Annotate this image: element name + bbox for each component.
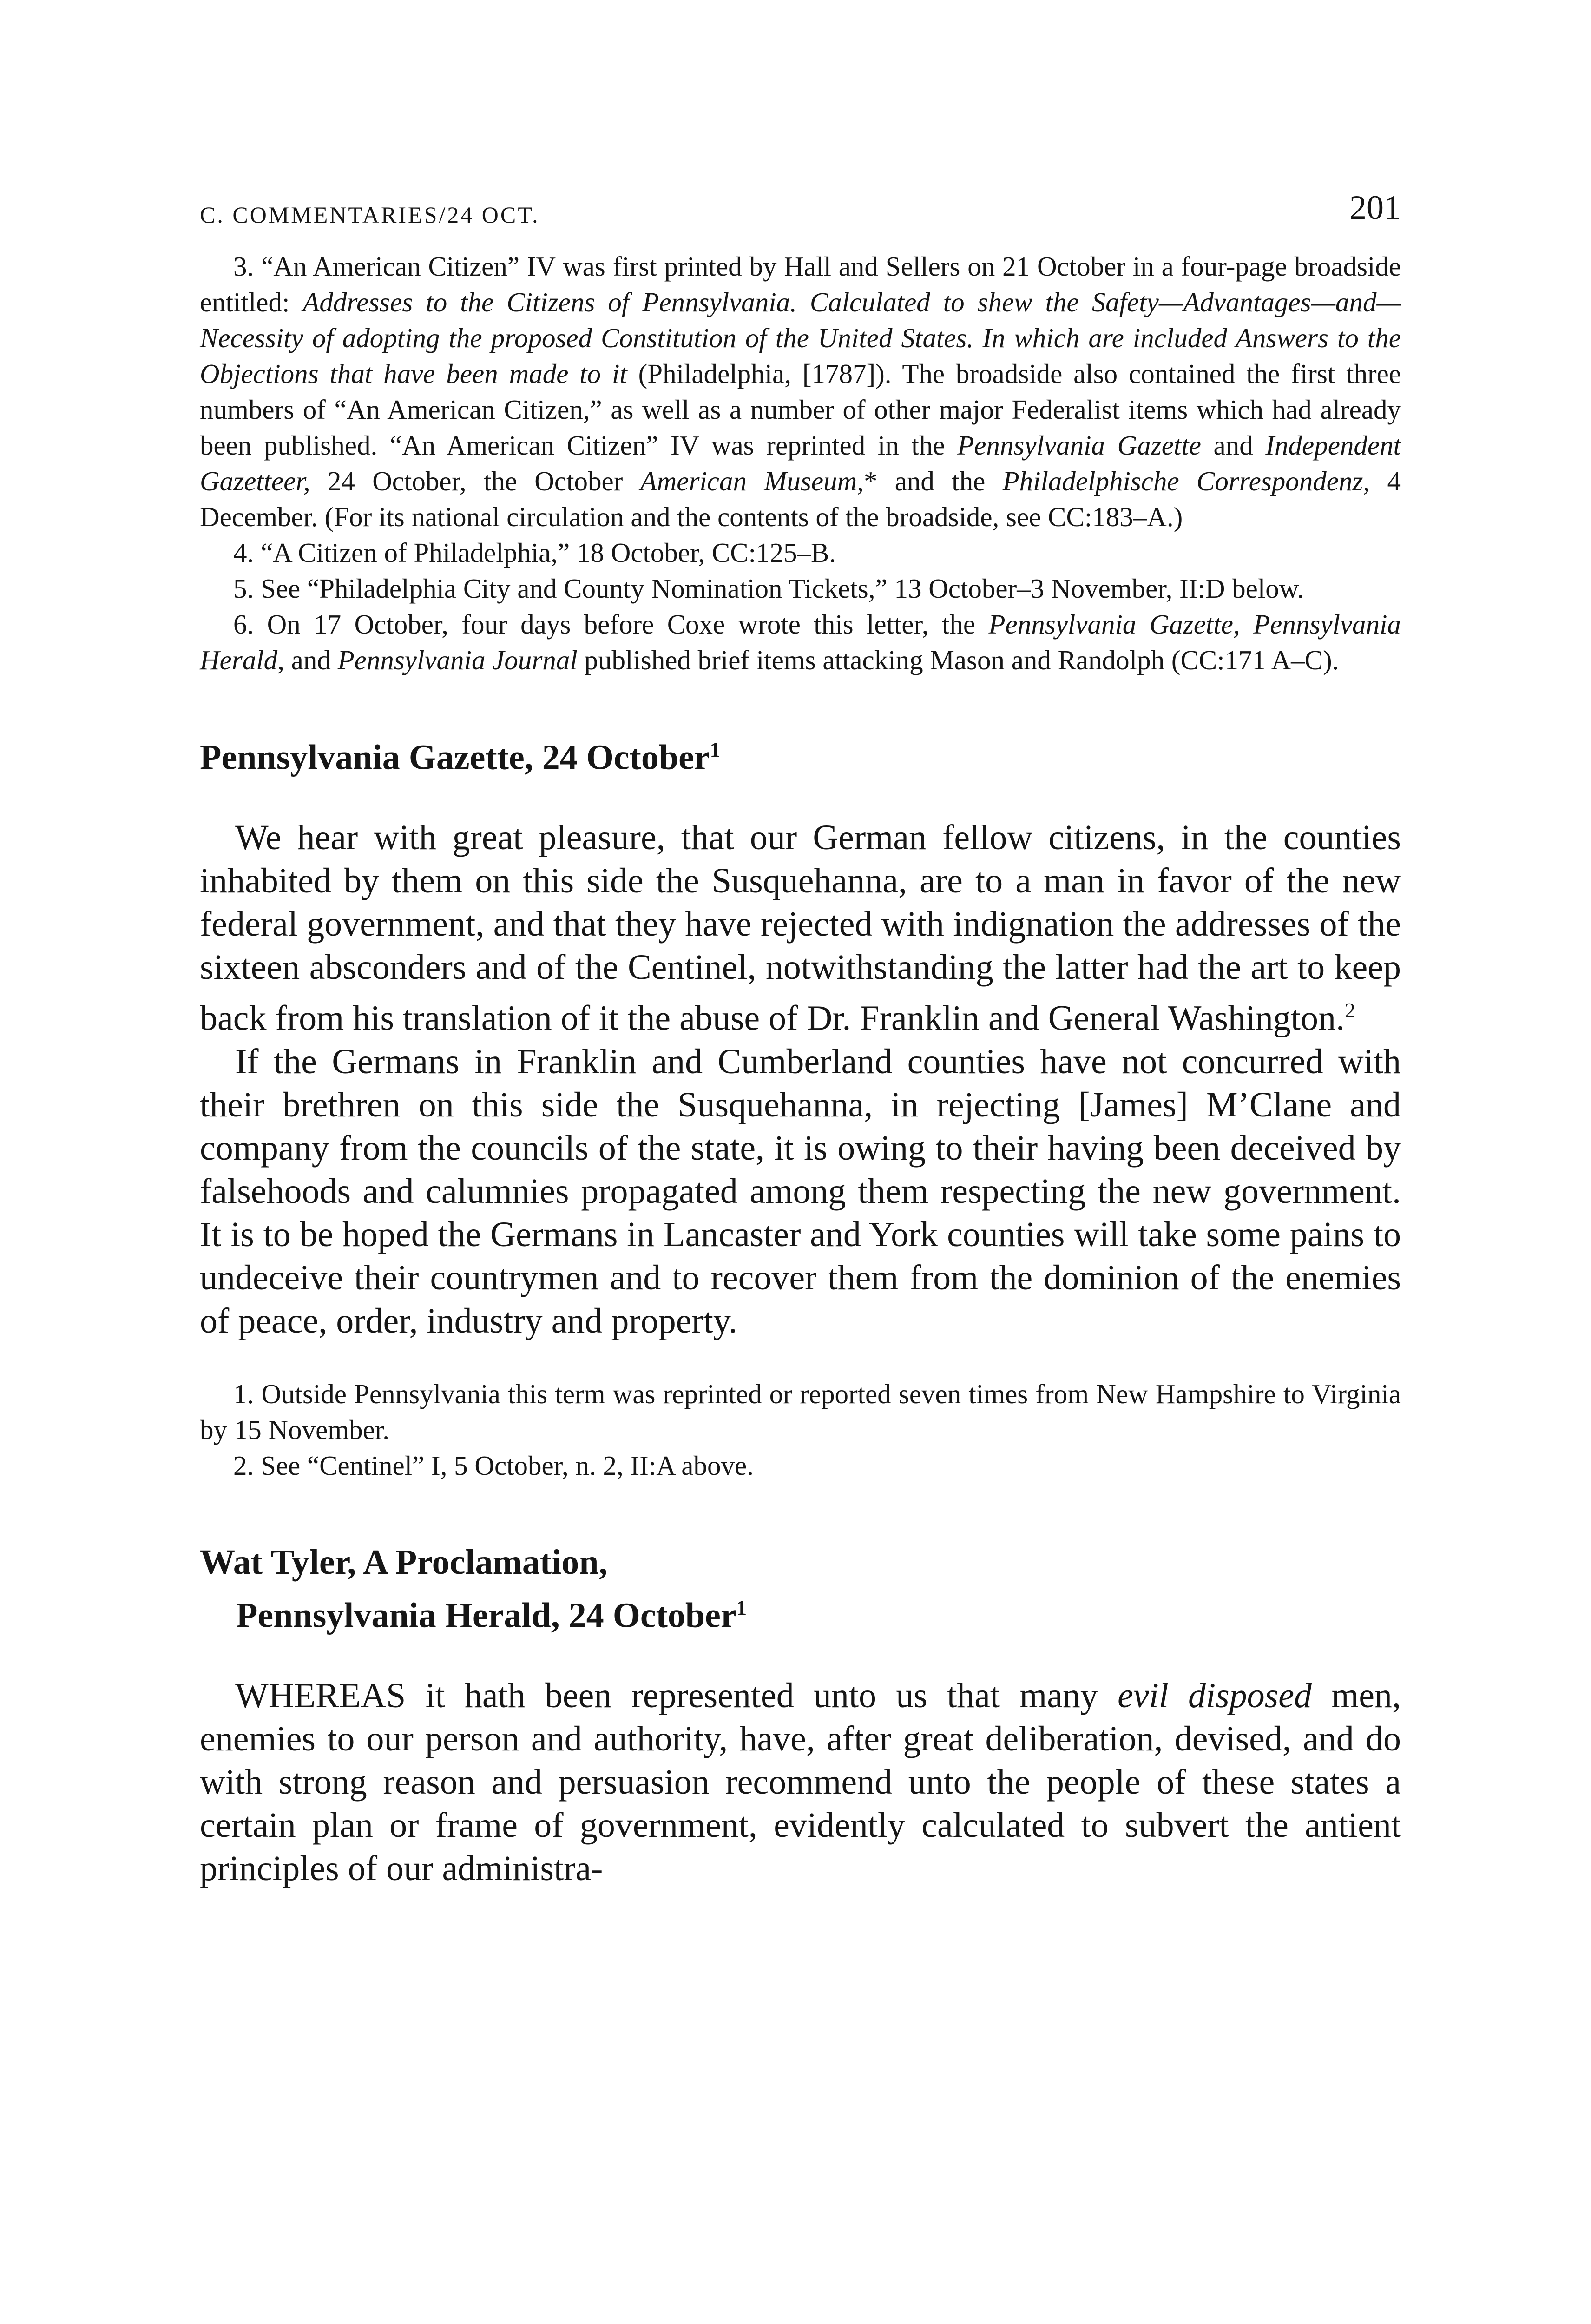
footnote-ref: 1 bbox=[736, 1596, 747, 1619]
running-head bbox=[200, 184, 1401, 239]
article-paragraph-1 bbox=[200, 816, 1401, 1040]
text-run: (Philadelphia, [1787]). The broadside also contained the first three numbers of “An American Citizen,” as well as a number of other major Federalist items which had already been published. “An American Citizen” IV was reprinted in the bbox=[200, 358, 1401, 461]
note-3 bbox=[200, 249, 1401, 535]
section-title-wat-tyler bbox=[200, 1539, 1401, 1638]
text-run: 4 December. (For its national circulation and the contents of the broadside, see CC:183–A.) bbox=[200, 466, 1401, 532]
paragraph-text: If the Germans in Franklin and Cumberland counties have not concurred with their brethren on this side the Susquehanna, in rejecting [James] M’Clane and company from the councils of the state, it is owing to their having been deceived by falsehoods and calumnies propagated among them respecting the new government. It is to be hoped the Germans in Lancaster and York counties will take some pains to undeceive their countrymen and to recover them from the dominion of the enemies of peace, order, industry and property. bbox=[200, 1042, 1401, 1340]
italic-text: Addresses to the Citizens of Pennsylvania. Calculated to shew the Safety—Advantages—and—Necessity of adopting the proposed Constitution of the United States. In which are included Answers to the Objections that have been made to it bbox=[200, 287, 1401, 389]
article-footnotes bbox=[200, 1376, 1401, 1484]
article-paragraph-2 bbox=[200, 1040, 1401, 1343]
text-run: 24 October, the October bbox=[310, 466, 640, 496]
italic-text: Pennsylvania Gazette bbox=[957, 430, 1201, 461]
text-run: and bbox=[1201, 430, 1266, 461]
section-title-line-2 bbox=[200, 1585, 1401, 1638]
editorial-notes bbox=[200, 249, 1401, 678]
text-run: * and the bbox=[863, 466, 1003, 496]
italic-text: Philadelphische Correspondenz, bbox=[1002, 466, 1370, 496]
text-run: 6. On 17 October, four days before Coxe wrote this letter, the bbox=[233, 609, 989, 640]
text-run: 4. “A Citizen of Philadelphia,” 18 October, CC:125–B. bbox=[233, 537, 836, 568]
section-title-line-2-text: Pennsylvania Herald, 24 October bbox=[236, 1595, 736, 1635]
running-title: C. COMMENTARIES/24 OCT. bbox=[200, 202, 540, 228]
document-page bbox=[200, 184, 1401, 1890]
section-title-text: Pennsylvania Gazette, 24 October bbox=[200, 738, 710, 777]
italic-text: Pennsylvania Journal bbox=[337, 645, 578, 675]
text-run: and bbox=[284, 645, 338, 675]
text-run: WHEREAS it hath been represented unto us that many bbox=[235, 1676, 1118, 1715]
italic-text: Pennsylvania Gazette, Pennsylvania Herald, bbox=[200, 609, 1401, 675]
note-5 bbox=[200, 571, 1401, 607]
footnote-ref: 2 bbox=[1345, 999, 1355, 1023]
italic-text: Independent Gazetteer, bbox=[200, 430, 1401, 496]
paragraph-text: We hear with great pleasure, that our German fellow citizens, in the counties inhabited by them on this side the Susquehanna, are to a man in favor of the new federal government, and that they have rejected with indignation the addresses of the sixteen absconders and of the Centinel, notwithstanding the latter had the art to keep back from his translation of it the abuse of Dr. Franklin and General Washington. bbox=[200, 818, 1401, 1038]
article-body-pennsylvania-gazette bbox=[200, 816, 1401, 1342]
italic-text: American Museum, bbox=[640, 466, 864, 496]
note-4 bbox=[200, 535, 1401, 571]
article-body-wat-tyler bbox=[200, 1674, 1401, 1890]
page-number: 201 bbox=[1349, 189, 1401, 227]
text-run: men, enemies to our person and authority, have, after great deliberation, devised, and do with strong reason and persuasion recommend unto the people of these states a certain plan or frame of government, evidently calculated to subvert the antient principles of our administra- bbox=[200, 1676, 1401, 1888]
proclamation-paragraph bbox=[200, 1674, 1401, 1890]
italic-text: evil disposed bbox=[1118, 1676, 1312, 1715]
note-6 bbox=[200, 607, 1401, 678]
footnote-ref: 1 bbox=[710, 738, 721, 761]
footnote-1: 1. Outside Pennsylvania this term was reprinted or reported seven times from New Hampshire to Virginia by 15 November. bbox=[200, 1378, 1401, 1445]
text-run: 3. “An American Citizen” IV was first printed by Hall and Sellers on 21 October in a four-page broadside entitled: bbox=[200, 251, 1401, 317]
section-title-pennsylvania-gazette bbox=[200, 727, 1401, 780]
section-title-line-1: Wat Tyler, A Proclamation, bbox=[200, 1542, 608, 1582]
text-run: 5. See “Philadelphia City and County Nomination Tickets,” 13 October–3 November, II:D below. bbox=[233, 573, 1304, 604]
text-run: published brief items attacking Mason and Randolph (CC:171 A–C). bbox=[577, 645, 1339, 675]
footnote-2: 2. See “Centinel” I, 5 October, n. 2, II:A above. bbox=[233, 1450, 754, 1481]
